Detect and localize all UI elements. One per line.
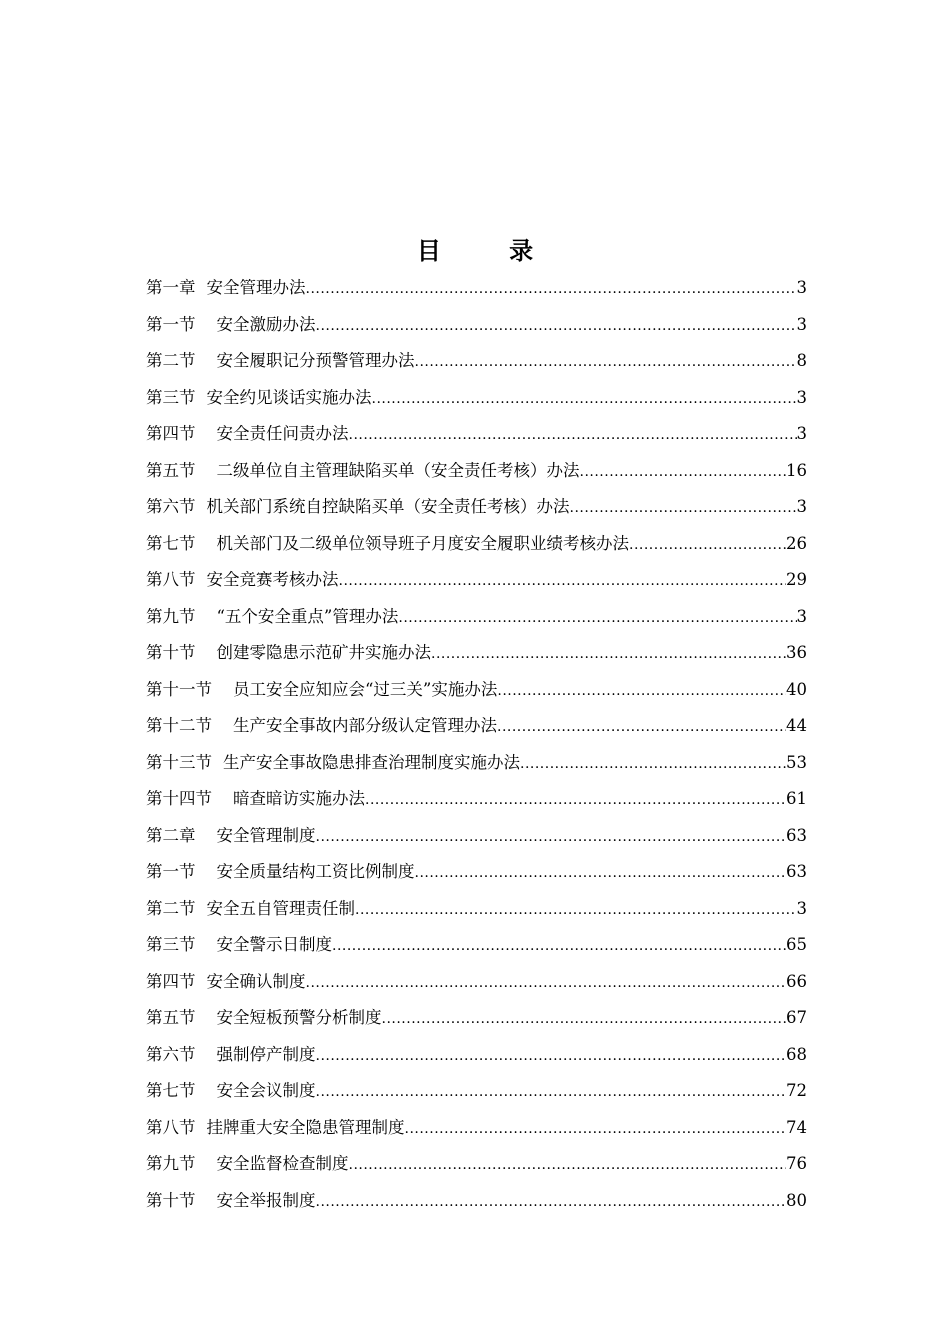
toc-entry-chapter: 第十一节 [146, 679, 212, 699]
toc-entry-page-number: 53 [786, 752, 807, 772]
toc-entry[interactable] [146, 1183, 807, 1220]
toc-dot-leader [316, 1074, 787, 1111]
toc-dot-leader [349, 417, 797, 454]
toc-entry-page-number: 66 [786, 971, 807, 991]
toc-dot-leader [306, 965, 787, 1002]
toc-entry-title: 员工安全应知应会“过三关”实施办法 [233, 679, 498, 699]
toc-entry-chapter: 第二章 [146, 825, 196, 845]
toc-dot-leader [405, 1111, 787, 1148]
toc-entry-chapter: 第十三节 [146, 752, 212, 772]
toc-dot-leader [415, 855, 787, 892]
toc-entry-chapter: 第九节 [146, 606, 196, 626]
toc-dot-leader [316, 1184, 787, 1221]
toc-dot-leader [580, 454, 787, 491]
toc-entry[interactable] [146, 1110, 807, 1147]
toc-entry-title: 创建零隐患示范矿井实施办法 [216, 643, 431, 662]
toc-entry-title: 安全短板预警分析制度 [216, 1008, 382, 1027]
toc-entry-title: 安全确认制度 [206, 971, 306, 991]
toc-entry-page-number: 3 [796, 314, 807, 334]
toc-entry-chapter: 第四节 [146, 971, 196, 991]
toc-entry-chapter: 第二节 [146, 898, 196, 918]
toc-entry-title: 安全约见谈话实施办法 [206, 387, 372, 407]
toc-entry-title: 安全管理办法 [206, 278, 306, 297]
toc-entry-chapter: 第七节 [146, 533, 196, 553]
toc-entry-title: 安全质量结构工资比例制度 [216, 862, 415, 881]
toc-entry-chapter: 第十节 [146, 1190, 196, 1210]
toc-entry-page-number: 3 [796, 424, 807, 443]
toc-entry-title: 安全举报制度 [216, 1190, 316, 1210]
toc-entry[interactable] [146, 854, 807, 891]
toc-entry-chapter: 第四节 [146, 424, 196, 443]
toc-entry[interactable] [146, 672, 807, 709]
table-of-contents [146, 270, 807, 1219]
toc-entry-title: 生产安全事故隐患排查治理制度实施办法 [223, 752, 520, 772]
toc-entry-chapter: 第一节 [146, 862, 196, 881]
toc-entry-page-number: 72 [786, 1081, 807, 1100]
toc-entry[interactable] [146, 489, 807, 526]
toc-dot-leader [398, 600, 796, 637]
toc-entry-page-number: 68 [786, 1044, 807, 1064]
toc-entry[interactable] [146, 745, 807, 782]
toc-dot-leader [415, 344, 797, 381]
toc-entry-title: 生产安全事故内部分级认定管理办法 [233, 716, 497, 735]
toc-entry-page-number: 3 [796, 898, 807, 918]
toc-entry[interactable] [146, 307, 807, 344]
toc-entry-chapter: 第三节 [146, 387, 196, 407]
toc-entry-chapter: 第九节 [146, 1154, 196, 1173]
toc-entry-title: 强制停产制度 [216, 1044, 316, 1064]
toc-entry-chapter: 第十四节 [146, 789, 212, 808]
toc-entry[interactable] [146, 1000, 807, 1037]
toc-entry[interactable] [146, 818, 807, 855]
toc-entry-page-number: 36 [786, 643, 807, 662]
toc-entry[interactable] [146, 1073, 807, 1110]
toc-entry-chapter: 第一节 [146, 314, 196, 334]
toc-entry-page-number: 80 [786, 1190, 807, 1210]
toc-dot-leader [349, 1147, 787, 1184]
toc-entry-title: 机关部门系统自控缺陷买单（安全责任考核）办法 [206, 497, 570, 516]
toc-dot-leader [365, 782, 786, 819]
toc-entry[interactable] [146, 380, 807, 417]
toc-entry[interactable] [146, 781, 807, 818]
toc-entry-page-number: 3 [796, 278, 807, 297]
toc-title: 目 录 [416, 237, 564, 265]
toc-entry-page-number: 8 [796, 351, 807, 370]
toc-dot-leader [316, 819, 787, 856]
toc-entry-chapter: 第七节 [146, 1081, 196, 1100]
toc-dot-leader [382, 1001, 787, 1038]
toc-dot-leader [339, 563, 787, 600]
toc-entry[interactable] [146, 453, 807, 490]
toc-dot-leader [355, 892, 797, 929]
toc-entry-title: 安全警示日制度 [216, 935, 332, 954]
toc-entry-page-number: 76 [786, 1154, 807, 1173]
toc-entry-title: 挂牌重大安全隐患管理制度 [206, 1117, 405, 1137]
toc-entry-chapter: 第八节 [146, 1117, 196, 1137]
toc-dot-leader [629, 527, 786, 564]
toc-dot-leader [306, 271, 797, 308]
toc-entry-title: 安全监督检查制度 [216, 1154, 349, 1173]
toc-entry[interactable] [146, 635, 807, 672]
toc-entry-chapter: 第六节 [146, 497, 196, 516]
toc-entry[interactable] [146, 526, 807, 563]
toc-entry-chapter: 第五节 [146, 460, 196, 480]
toc-entry-page-number: 16 [786, 460, 807, 480]
toc-entry[interactable] [146, 562, 807, 599]
toc-entry-title: 二级单位自主管理缺陷买单（安全责任考核）办法 [216, 460, 580, 480]
toc-entry-page-number: 74 [786, 1117, 807, 1137]
toc-entry-page-number: 40 [786, 679, 807, 699]
toc-entry-page-number: 44 [786, 716, 807, 735]
toc-entry-title: 暗查暗访实施办法 [233, 789, 365, 808]
toc-entry-page-number: 3 [796, 606, 807, 626]
toc-entry[interactable] [146, 1037, 807, 1074]
toc-entry-chapter: 第三节 [146, 935, 196, 954]
toc-dot-leader [332, 928, 786, 965]
toc-entry-page-number: 26 [786, 533, 807, 553]
toc-entry-title: 安全会议制度 [216, 1081, 316, 1100]
toc-dot-leader [570, 490, 797, 527]
toc-entry-chapter: 第六节 [146, 1044, 196, 1064]
toc-entry-page-number: 3 [796, 387, 807, 407]
toc-entry-chapter: 第十节 [146, 643, 196, 662]
toc-entry-title: 安全竞赛考核办法 [206, 570, 339, 589]
toc-entry-title: 安全履职记分预警管理办法 [216, 351, 415, 370]
toc-dot-leader [316, 308, 797, 345]
toc-dot-leader [497, 709, 786, 746]
toc-entry[interactable] [146, 891, 807, 928]
toc-entry-title: “五个安全重点”管理办法 [216, 606, 399, 626]
toc-entry-chapter: 第二节 [146, 351, 196, 370]
toc-dot-leader [520, 746, 786, 783]
toc-entry[interactable] [146, 599, 807, 636]
toc-entry[interactable] [146, 927, 807, 964]
toc-entry-page-number: 67 [786, 1008, 807, 1027]
toc-entry-title: 机关部门及二级单位领导班子月度安全履职业绩考核办法 [216, 533, 629, 553]
toc-entry-title: 安全责任问责办法 [216, 424, 349, 443]
toc-entry[interactable] [146, 343, 807, 380]
toc-entry[interactable] [146, 416, 807, 453]
toc-entry-page-number: 3 [796, 497, 807, 516]
toc-entry-title: 安全五自管理责任制 [206, 898, 355, 918]
toc-entry-page-number: 61 [786, 789, 807, 808]
toc-entry-title: 安全管理制度 [216, 825, 316, 845]
toc-entry-page-number: 29 [786, 570, 807, 589]
toc-entry-chapter: 第八节 [146, 570, 196, 589]
toc-entry[interactable] [146, 1146, 807, 1183]
toc-entry-chapter: 第一章 [146, 278, 196, 297]
toc-entry-chapter: 第五节 [146, 1008, 196, 1027]
toc-entry[interactable] [146, 270, 807, 307]
toc-entry-page-number: 63 [786, 825, 807, 845]
toc-entry-chapter: 第十二节 [146, 716, 212, 735]
toc-entry-page-number: 63 [786, 862, 807, 881]
toc-dot-leader [316, 1038, 787, 1075]
toc-dot-leader [372, 381, 797, 418]
toc-entry-page-number: 65 [786, 935, 807, 954]
toc-dot-leader [497, 673, 786, 710]
toc-dot-leader [431, 636, 786, 673]
toc-entry[interactable] [146, 964, 807, 1001]
toc-entry[interactable] [146, 708, 807, 745]
toc-entry-title: 安全激励办法 [216, 314, 316, 334]
